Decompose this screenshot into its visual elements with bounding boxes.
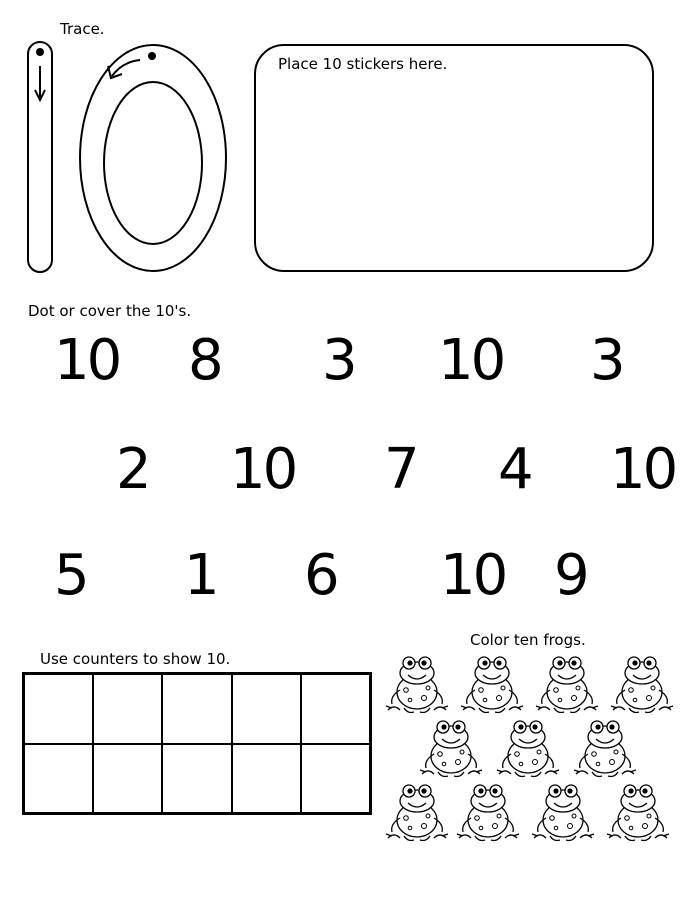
frog-drawing[interactable] — [605, 780, 671, 844]
frog-drawing[interactable] — [530, 780, 596, 844]
number-r3-c3[interactable]: 6 — [304, 543, 337, 608]
ten-frame-cell[interactable] — [93, 744, 162, 814]
ten-frame-cell[interactable] — [232, 744, 301, 814]
ten-frame-cell[interactable] — [24, 744, 93, 814]
dot-cover-label: Dot or cover the 10's. — [28, 302, 192, 320]
counters-label: Use counters to show 10. — [40, 650, 231, 668]
frog-drawing[interactable] — [384, 780, 450, 844]
number-r2-c1[interactable]: 2 — [116, 437, 149, 502]
number-r2-c3[interactable]: 7 — [384, 437, 417, 502]
frog-drawing[interactable] — [534, 652, 600, 716]
trace-zero-arrow-curve — [112, 60, 140, 76]
ten-frame-cell[interactable] — [24, 674, 93, 744]
ten-frame-cell[interactable] — [162, 744, 231, 814]
number-r2-c5[interactable]: 10 — [610, 437, 676, 502]
frog-drawing[interactable] — [459, 652, 525, 716]
trace-digit-10[interactable] — [22, 38, 242, 278]
frog-drawing[interactable] — [572, 716, 638, 780]
number-r2-c4[interactable]: 4 — [498, 437, 531, 502]
number-r3-c5[interactable]: 9 — [554, 543, 587, 608]
ten-frame-cell[interactable] — [162, 674, 231, 744]
frog-drawing[interactable] — [455, 780, 521, 844]
sticker-label: Place 10 stickers here. — [278, 55, 448, 73]
trace-label: Trace. — [60, 20, 105, 38]
number-r3-c1[interactable]: 5 — [54, 543, 87, 608]
trace-zero-inner — [104, 82, 202, 244]
trace-zero-start-dot — [148, 52, 156, 60]
frog-drawing[interactable] — [609, 652, 675, 716]
trace-one-start-dot — [36, 48, 44, 56]
ten-frame-cell[interactable] — [301, 674, 370, 744]
number-r1-c2[interactable]: 8 — [188, 328, 221, 393]
frog-drawing[interactable] — [384, 652, 450, 716]
number-r1-c4[interactable]: 10 — [438, 328, 504, 393]
number-r1-c1[interactable]: 10 — [54, 328, 120, 393]
ten-frame-cell[interactable] — [232, 674, 301, 744]
number-r3-c4[interactable]: 10 — [440, 543, 506, 608]
frogs-label: Color ten frogs. — [470, 631, 586, 649]
ten-frame-cell[interactable] — [301, 744, 370, 814]
number-r2-c2[interactable]: 10 — [230, 437, 296, 502]
frog-drawing[interactable] — [418, 716, 484, 780]
ten-frame-cell[interactable] — [93, 674, 162, 744]
trace-zero-outer — [80, 45, 226, 271]
number-r3-c2[interactable]: 1 — [184, 543, 217, 608]
number-r1-c5[interactable]: 3 — [590, 328, 623, 393]
ten-frame[interactable] — [22, 672, 372, 815]
number-r1-c3[interactable]: 3 — [322, 328, 355, 393]
frog-drawing[interactable] — [495, 716, 561, 780]
sticker-area[interactable] — [254, 44, 654, 272]
